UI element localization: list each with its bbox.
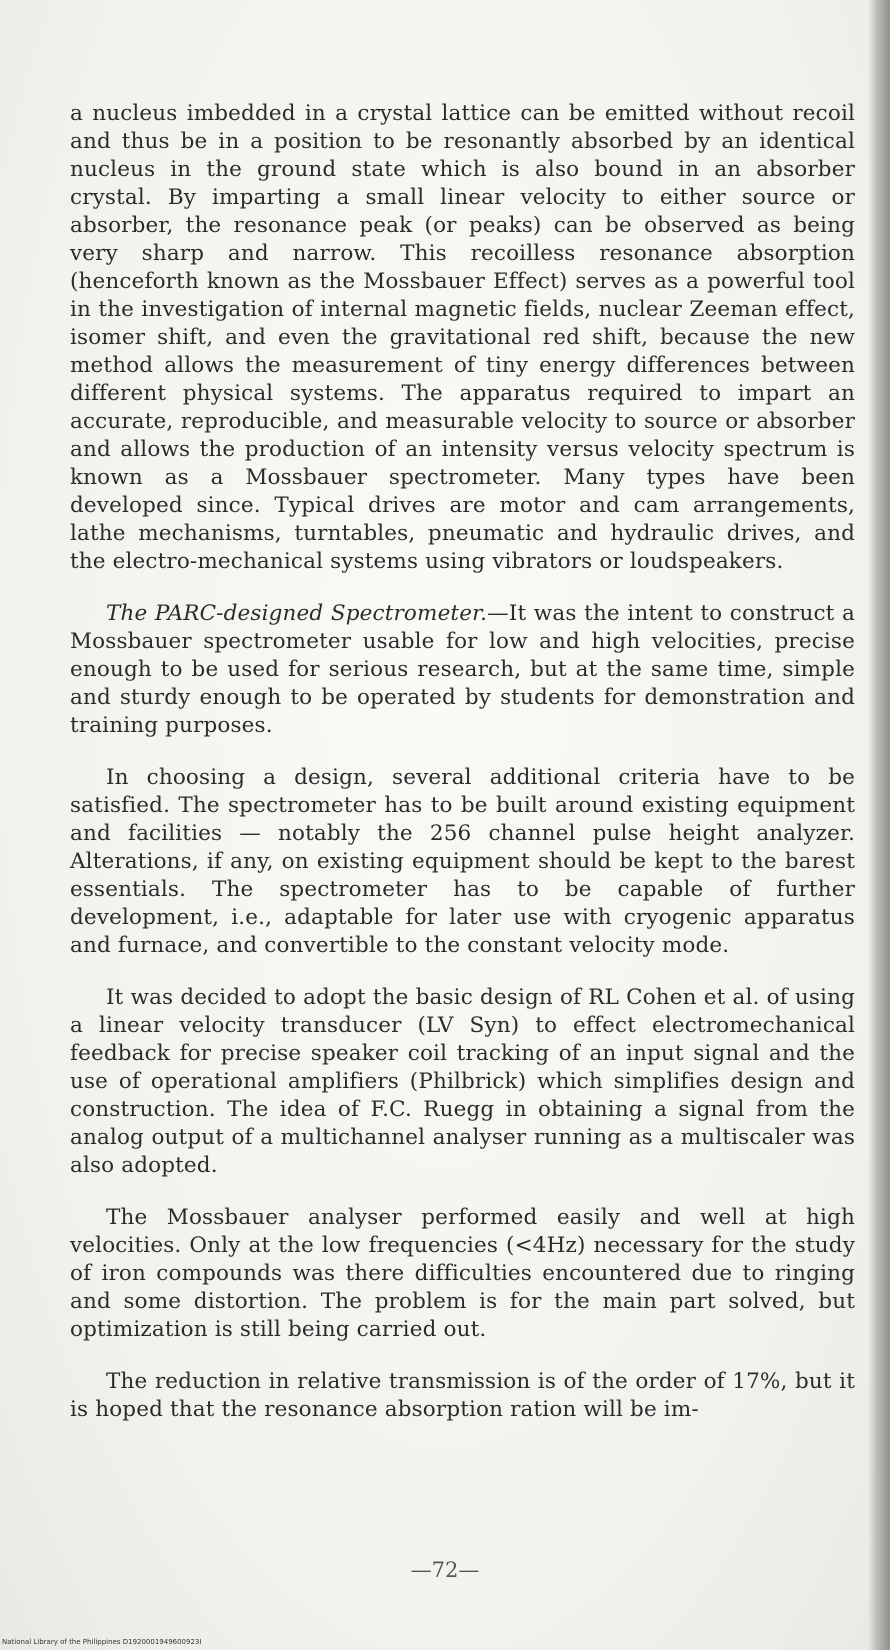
- paragraph-4: It was decided to adopt the basic design of RL Cohen et al. of using a linear velocity transducer (LV Syn) to effect electromechanical feedback for precise speaker coil tracking of an input signal and the use of operational amplifiers (Philbrick) which simplifies design and construction. The idea of F.C. Ruegg in obtaining a signal from the analog output of a multichannel analyser running as a multiscaler was also adopted.: [70, 985, 855, 1178]
- paragraph-5: The Mossbauer analyser performed easily and well at high velocities. Only at the low frequencies (<4Hz) necessary for the study of iron compounds was there difficulties encountered due to ringing and some distortion. The problem is for the main part solved, but optimization is still being carried out.: [70, 1205, 855, 1342]
- paragraph-2-text: —It was the intent to construct a Mossbauer spectrometer usable for low and high velocities, precise enough to be used for serious research, but at the same time, simple and sturdy enough to be operated by students for demonstration and training purposes.: [70, 601, 855, 738]
- paragraph-1: a nucleus imbedded in a crystal lattice can be emitted without recoil and thus be in a position to be resonantly absorbed by an identical nucleus in the ground state which is also bound in an absorber crystal. By imparting a small linear velocity to either source or absorber, the resonance peak (or peaks) can be observed as being very sharp and narrow. This recoilless resonance absorption (henceforth known as the Mossbauer Effect) serves as a powerful tool in the investigation of internal magnetic fields, nuclear Zeeman effect, isomer shift, and even the gravitational red shift, because the new method allows the measurement of tiny energy differences between different physical systems. The apparatus required to impart an accurate, reproducible, and measurable velocity to source or absorber and allows the production of an intensity versus velocity spectrum is known as a Mossbauer spectrometer. Many types have been developed since. Typical drives are motor and cam arrangements, lathe mechanisms, turntables, pneumatic and hydraulic drives, and the electro-mechanical systems using vibrators or loudspeakers.: [70, 101, 855, 574]
- paragraph-2: [70, 600, 855, 740]
- page-binding-shadow: [868, 0, 890, 1650]
- paragraph-3: In choosing a design, several additional criteria have to be satisfied. The spectrometer has to be built around existing equipment and facilities — notably the 256 channel pulse height analyzer. Alterations, if any, on existing equipment should be kept to the barest essentials. The spectrometer has to be capable of further development, i.e., adaptable for later use with cryogenic apparatus and furnace, and convertible to the constant velocity mode.: [70, 765, 855, 958]
- footer-note: National Library of the Philippines D1920001949600923I: [2, 1638, 202, 1646]
- section-heading: The PARC-designed Spectrometer.: [106, 601, 488, 626]
- page-body: [70, 100, 855, 1448]
- paragraph-6: The reduction in relative transmission is of the order of 17%, but it is hoped that the resonance absorption ration will be im-: [70, 1369, 855, 1422]
- page-number: —72—: [410, 1558, 480, 1582]
